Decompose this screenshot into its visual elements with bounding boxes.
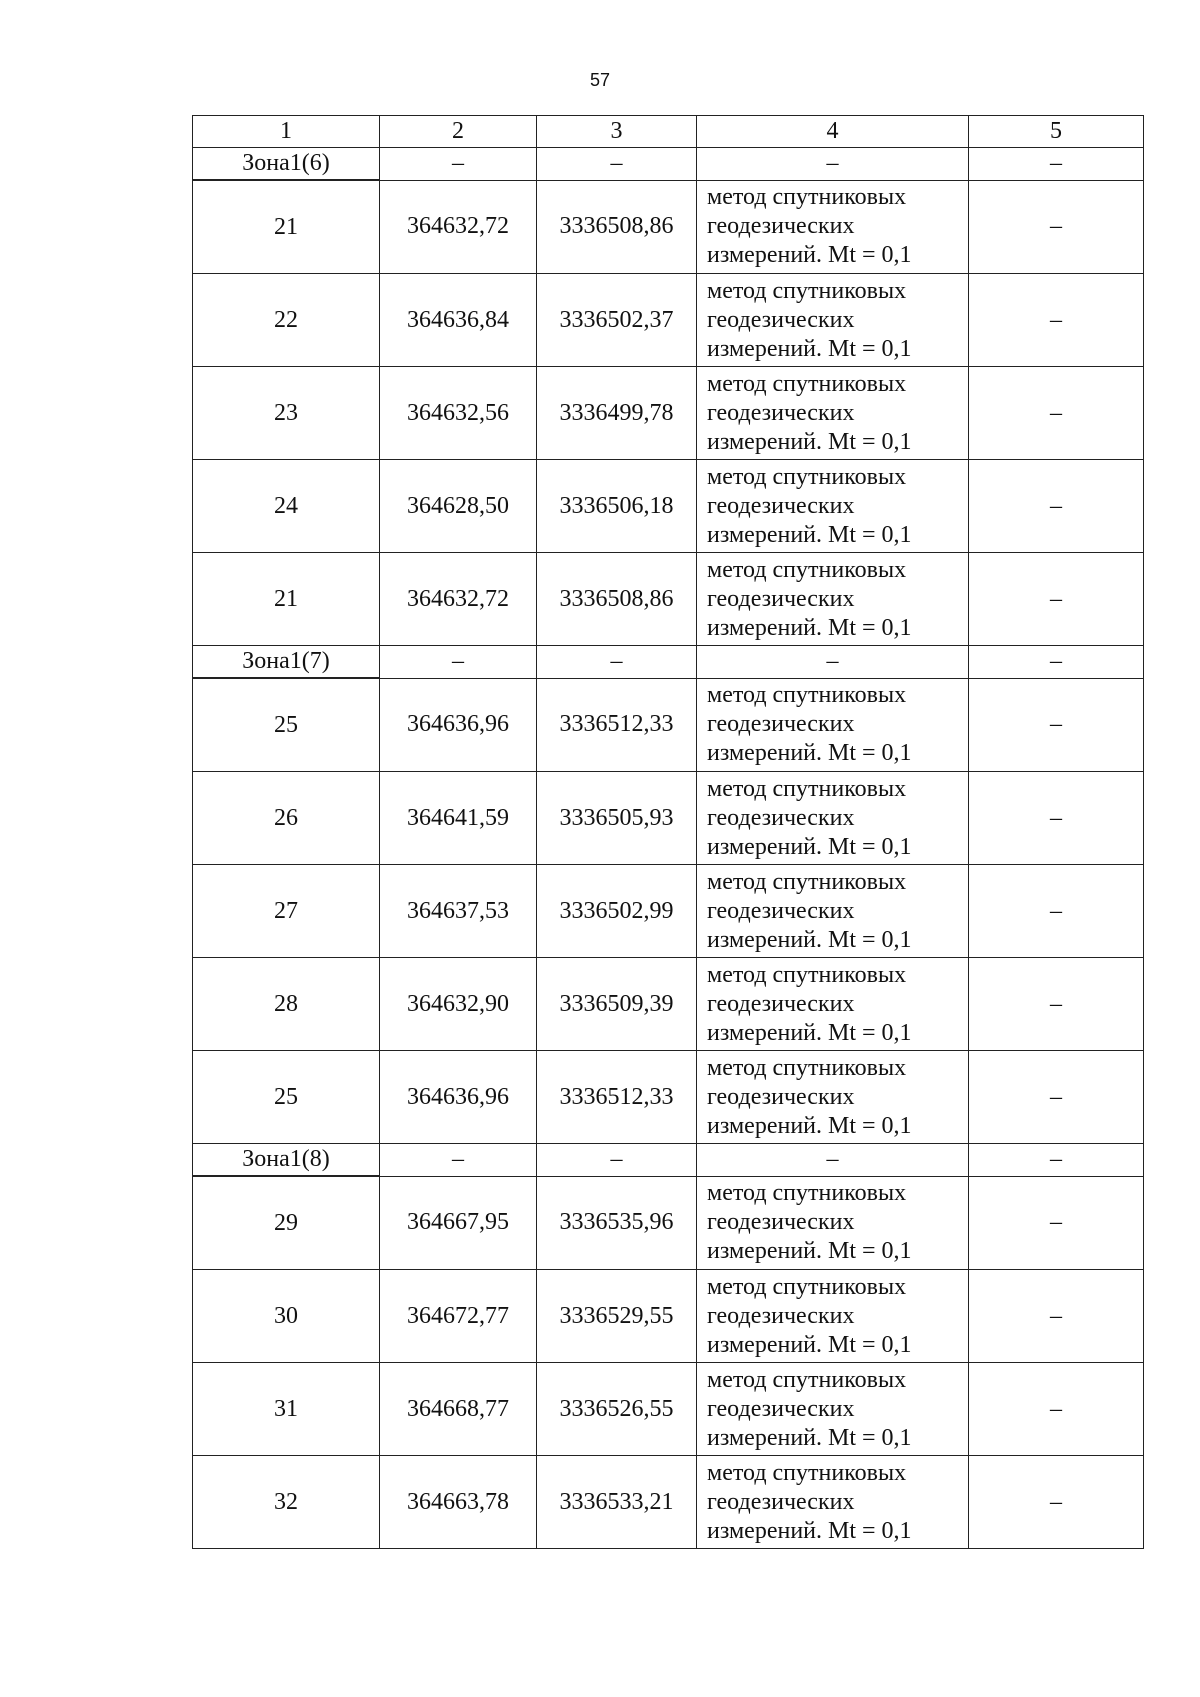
table-row: [193, 678, 1144, 772]
dash-cell: –: [969, 367, 1144, 460]
method-line: метод спутниковых: [707, 1180, 907, 1207]
method-line: геодезических: [707, 1488, 855, 1515]
method-line: измерений. Mt = 0,1: [707, 1331, 912, 1358]
method-cell: [697, 180, 969, 274]
table-row: [193, 1051, 1144, 1144]
dash-cell: –: [537, 148, 697, 181]
column-header: 3: [537, 116, 697, 148]
dash-cell: –: [969, 865, 1144, 958]
coordinate-y: 3336526,55: [537, 1363, 697, 1456]
method-line: метод спутниковых: [707, 556, 907, 583]
method-line: метод спутниковых: [707, 1054, 907, 1081]
method-line: геодезических: [707, 990, 855, 1017]
coordinate-y: 3336529,55: [537, 1270, 697, 1363]
point-number: 29: [193, 1176, 380, 1270]
dash-cell: –: [380, 148, 537, 181]
point-number: 27: [193, 865, 380, 958]
zone-label: Зона1(6): [193, 148, 380, 181]
table-row: [193, 1456, 1144, 1549]
coordinate-x: 364641,59: [380, 772, 537, 865]
method-cell: [697, 1176, 969, 1270]
coordinate-y: 3336502,37: [537, 274, 697, 367]
table-row: [193, 274, 1144, 367]
method-line: метод спутниковых: [707, 1459, 907, 1486]
method-line: геодезических: [707, 1083, 855, 1110]
method-line: геодезических: [707, 306, 855, 333]
method-line: геодезических: [707, 1395, 855, 1422]
method-line: геодезических: [707, 897, 855, 924]
method-line: измерений. Mt = 0,1: [707, 740, 912, 767]
dash-cell: –: [969, 1456, 1144, 1549]
coordinate-x: 364663,78: [380, 1456, 537, 1549]
method-cell: [697, 865, 969, 958]
coordinate-x: 364668,77: [380, 1363, 537, 1456]
method-line: геодезических: [707, 399, 855, 426]
method-line: метод спутниковых: [707, 775, 907, 802]
method-line: измерений. Mt = 0,1: [707, 521, 912, 548]
coordinate-y: 3336535,96: [537, 1176, 697, 1270]
point-number: 31: [193, 1363, 380, 1456]
dash-cell: –: [969, 180, 1144, 274]
method-cell: [697, 1051, 969, 1144]
point-number: 21: [193, 553, 380, 646]
dash-cell: –: [969, 772, 1144, 865]
dash-cell: –: [969, 148, 1144, 181]
dash-cell: –: [969, 678, 1144, 772]
column-header: 1: [193, 116, 380, 148]
coordinate-x: 364636,84: [380, 274, 537, 367]
method-line: метод спутниковых: [707, 868, 907, 895]
table-row: [193, 367, 1144, 460]
method-line: измерений. Mt = 0,1: [707, 926, 912, 953]
point-number: 23: [193, 367, 380, 460]
method-line: метод спутниковых: [707, 1366, 907, 1393]
point-number: 32: [193, 1456, 380, 1549]
table-row: [193, 1270, 1144, 1363]
method-cell: [697, 772, 969, 865]
method-line: геодезических: [707, 1302, 855, 1329]
table-row: [193, 772, 1144, 865]
coordinate-x: 364632,90: [380, 958, 537, 1051]
method-line: метод спутниковых: [707, 463, 907, 490]
method-line: измерений. Mt = 0,1: [707, 242, 912, 269]
coordinate-x: 364636,96: [380, 678, 537, 772]
method-line: измерений. Mt = 0,1: [707, 614, 912, 641]
method-line: измерений. Mt = 0,1: [707, 1112, 912, 1139]
zone-row: [193, 148, 1144, 181]
method-line: измерений. Mt = 0,1: [707, 1019, 912, 1046]
method-cell: [697, 460, 969, 553]
coordinate-y: 3336509,39: [537, 958, 697, 1051]
coordinate-y: 3336512,33: [537, 1051, 697, 1144]
table-header-row: [193, 116, 1144, 148]
dash-cell: –: [697, 148, 969, 181]
dash-cell: –: [969, 553, 1144, 646]
table-row: [193, 553, 1144, 646]
dash-cell: –: [380, 1144, 537, 1177]
method-line: геодезических: [707, 711, 855, 738]
method-line: измерений. Mt = 0,1: [707, 833, 912, 860]
method-line: геодезических: [707, 585, 855, 612]
column-header: 5: [969, 116, 1144, 148]
coordinate-x: 364632,72: [380, 553, 537, 646]
method-line: измерений. Mt = 0,1: [707, 428, 912, 455]
dash-cell: –: [969, 646, 1144, 679]
zone-label: Зона1(8): [193, 1144, 380, 1177]
dash-cell: –: [969, 1051, 1144, 1144]
method-line: измерений. Mt = 0,1: [707, 1238, 912, 1265]
method-cell: [697, 958, 969, 1051]
dash-cell: –: [969, 1176, 1144, 1270]
point-number: 25: [193, 1051, 380, 1144]
coordinate-y: 3336506,18: [537, 460, 697, 553]
coordinate-x: 364628,50: [380, 460, 537, 553]
column-header: 4: [697, 116, 969, 148]
method-line: измерений. Mt = 0,1: [707, 335, 912, 362]
method-cell: [697, 553, 969, 646]
dash-cell: –: [969, 460, 1144, 553]
method-line: метод спутниковых: [707, 682, 907, 709]
coordinate-y: 3336508,86: [537, 553, 697, 646]
method-cell: [697, 1270, 969, 1363]
method-line: геодезических: [707, 492, 855, 519]
coordinates-table: [192, 115, 1144, 1549]
method-line: метод спутниковых: [707, 1273, 907, 1300]
coordinate-x: 364632,56: [380, 367, 537, 460]
method-cell: [697, 274, 969, 367]
column-header: 2: [380, 116, 537, 148]
coordinate-x: 364667,95: [380, 1176, 537, 1270]
method-line: геодезических: [707, 1209, 855, 1236]
table-row: [193, 865, 1144, 958]
coordinate-x: 364632,72: [380, 180, 537, 274]
coordinate-y: 3336505,93: [537, 772, 697, 865]
method-cell: [697, 1456, 969, 1549]
table-row: [193, 460, 1144, 553]
coordinates-table-body: [193, 116, 1144, 1549]
point-number: 30: [193, 1270, 380, 1363]
point-number: 25: [193, 678, 380, 772]
dash-cell: –: [697, 646, 969, 679]
coordinate-x: 364636,96: [380, 1051, 537, 1144]
dash-cell: –: [969, 958, 1144, 1051]
point-number: 22: [193, 274, 380, 367]
method-line: метод спутниковых: [707, 961, 907, 988]
dash-cell: –: [537, 646, 697, 679]
point-number: 21: [193, 180, 380, 274]
coordinate-y: 3336508,86: [537, 180, 697, 274]
method-line: метод спутниковых: [707, 370, 907, 397]
point-number: 28: [193, 958, 380, 1051]
method-line: геодезических: [707, 804, 855, 831]
method-cell: [697, 367, 969, 460]
page-number: 57: [589, 70, 611, 90]
point-number: 26: [193, 772, 380, 865]
table-row: [193, 958, 1144, 1051]
zone-row: [193, 1144, 1144, 1177]
coordinate-y: 3336512,33: [537, 678, 697, 772]
coordinate-y: 3336502,99: [537, 865, 697, 958]
table-row: [193, 1363, 1144, 1456]
dash-cell: –: [969, 274, 1144, 367]
table-row: [193, 180, 1144, 274]
coordinate-x: 364637,53: [380, 865, 537, 958]
method-cell: [697, 678, 969, 772]
coordinate-x: 364672,77: [380, 1270, 537, 1363]
method-line: метод спутниковых: [707, 277, 907, 304]
method-line: измерений. Mt = 0,1: [707, 1424, 912, 1451]
dash-cell: –: [969, 1270, 1144, 1363]
point-number: 24: [193, 460, 380, 553]
coordinate-y: 3336499,78: [537, 367, 697, 460]
dash-cell: –: [969, 1144, 1144, 1177]
dash-cell: –: [537, 1144, 697, 1177]
dash-cell: –: [697, 1144, 969, 1177]
zone-label: Зона1(7): [193, 646, 380, 679]
dash-cell: –: [969, 1363, 1144, 1456]
method-cell: [697, 1363, 969, 1456]
method-line: геодезических: [707, 213, 855, 240]
method-line: измерений. Mt = 0,1: [707, 1517, 912, 1544]
dash-cell: –: [380, 646, 537, 679]
zone-row: [193, 646, 1144, 679]
table-row: [193, 1176, 1144, 1270]
coordinate-y: 3336533,21: [537, 1456, 697, 1549]
method-line: метод спутниковых: [707, 184, 907, 211]
